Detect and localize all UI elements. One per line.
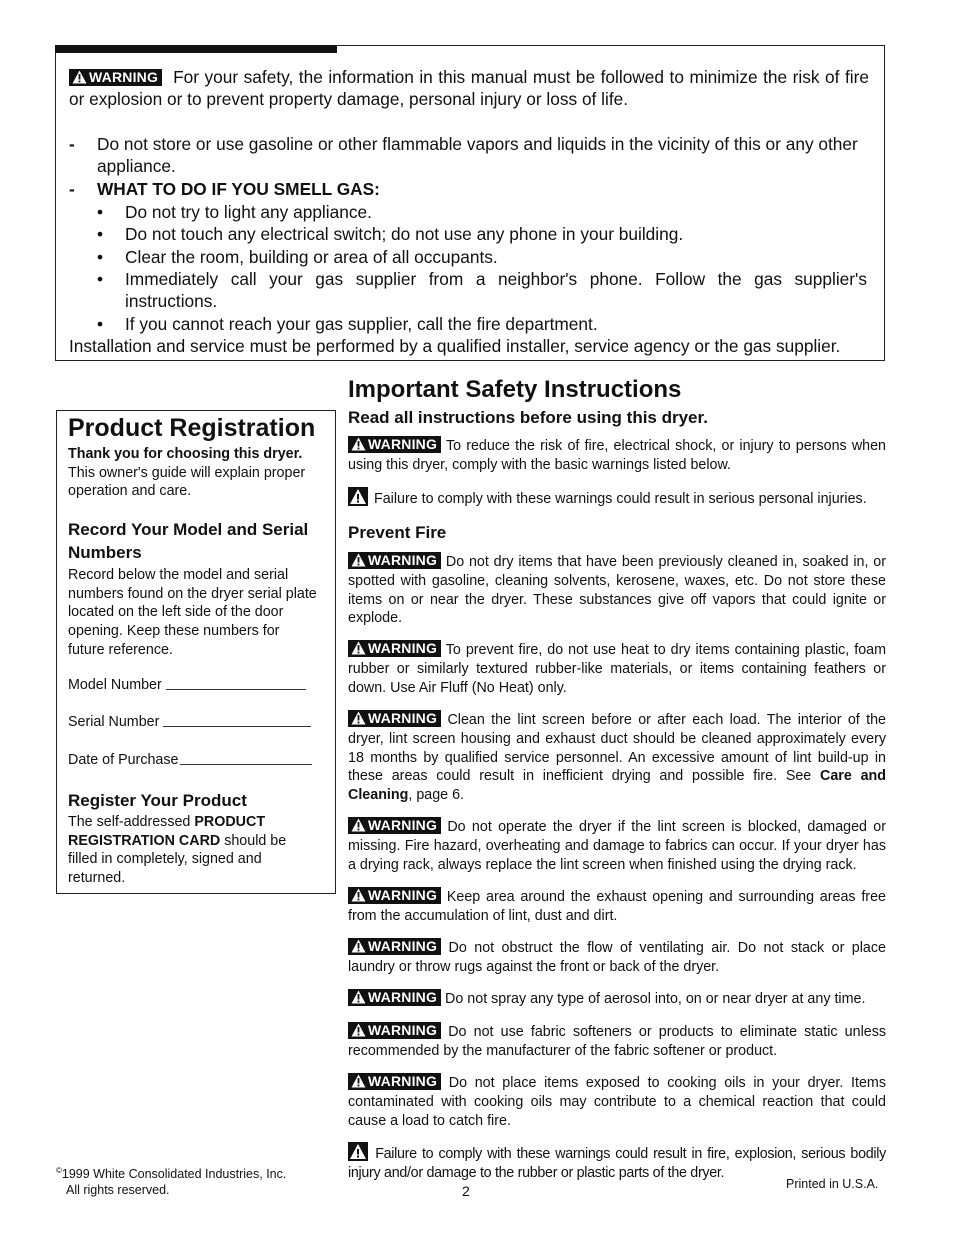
copyright-notice: ©1999 White Consolidated Industries, Inc. All rights reserved. — [56, 1166, 287, 1197]
warning-triangle-icon — [351, 641, 366, 655]
registration-thanks: Thank you for choosing this dryer. This owner's guide will explain proper operation and care. — [68, 446, 306, 500]
record-numbers-heading: Record Your Model and Serial Numbers — [68, 520, 309, 562]
read-all-instructions: Read all instructions before using this dryer. — [348, 408, 708, 427]
register-product-body: The self-addressed PRODUCT REGISTRATION CARD should be filled in completely, signed and returned. — [68, 814, 287, 887]
date-of-purchase-field[interactable]: Date of Purchase — [68, 751, 318, 768]
warning-badge: WARNING — [69, 69, 162, 86]
warning-badge: WARNING — [348, 640, 441, 657]
warning-triangle-icon — [351, 888, 366, 902]
warning-badge: WARNING — [348, 1073, 441, 1090]
warning-triangle-icon — [351, 1023, 366, 1037]
record-numbers-body: Record below the model and serial numbers found on the dryer serial plate located on the left side of the door opening. Keep these numbers for future reference. — [68, 567, 317, 658]
serial-number-field[interactable]: Serial Number — [68, 713, 318, 730]
warning-badge: WARNING — [348, 817, 441, 834]
installation-notice: Installation and service must be performed by a qualified installer, service agency or the gas supplier. — [69, 336, 841, 356]
product-registration-title: Product Registration — [68, 414, 316, 442]
warning-triangle-icon — [351, 553, 366, 567]
register-product-heading: Register Your Product — [68, 791, 247, 810]
warning-item: WARNING Clean the lint screen before or after each load. The interior of the dryer, lint screen housing and exhaust duct should be cleaned approximately every 18 months by qualified service personnel. An excessive amount of lint build-up in these areas could result in inefficient drying and possible fire. See Care and Cleaning, page 6. — [348, 710, 886, 804]
warning-item: WARNING To prevent fire, do not use heat to dry items containing plastic, foam rubber or similarly textured rubber-like materials, or items containing feathers or down. Use Air Fluff (No Heat) only. — [348, 640, 887, 696]
warning-triangle-icon — [351, 711, 366, 725]
warning-triangle-icon — [351, 990, 366, 1004]
prevent-fire-heading: Prevent Fire — [348, 523, 447, 542]
warning-badge: WARNING — [348, 1022, 441, 1039]
warning-intro: WARNING To reduce the risk of fire, electrical shock, or injury to persons when using this dryer, comply with the basic warnings listed below. — [348, 436, 886, 473]
top-bar-accent — [55, 45, 337, 53]
warning-item: WARNING Do not operate the dryer if the lint screen is blocked, damaged or missing. Fire hazard, overheating and damage to fabrics can occur. If your dryer has a drying rack, always replace the lint screen when finished using the drying rack. — [348, 817, 886, 873]
warning-triangle-icon — [348, 487, 368, 506]
warning-triangle-icon — [348, 1142, 368, 1161]
warning-item: WARNING Do not use fabric softeners or products to eliminate static unless recommended by the manufacturer of the fabric softener or product. — [348, 1022, 886, 1059]
dash-item-flammable: - Do not store or use gasoline or other flammable vapors and liquids in the vicinity of this or any other appliance. — [69, 134, 858, 177]
warning-triangle-icon — [351, 1074, 366, 1088]
warning-badge: WARNING — [348, 552, 441, 569]
model-number-field[interactable]: Model Number — [68, 676, 318, 693]
warning-badge: WARNING — [348, 710, 441, 727]
warning-item: WARNING Do not spray any type of aerosol into, on or near dryer at any time. — [348, 989, 886, 1009]
page-number: 2 — [462, 1183, 470, 1199]
warning-badge: WARNING — [348, 887, 441, 904]
warning-item: WARNING Do not dry items that have been previously cleaned in, soaked in, or spotted with gasoline, cleaning solvents, kerosene, waxes, etc. Do not store these items on or near the dryer. These substances give off vapors that could ignite or explode. — [348, 552, 886, 627]
warning-item: WARNING Do not place items exposed to cooking oils in your dryer. Items contaminated with cooking oils may contribute to a chemical reaction that could cause a load to catch fire. — [348, 1073, 886, 1129]
caution-fire: Failure to comply with these warnings could result in fire, explosion, serious bodily injury and/or damage to the rubber or plastic parts of the dryer. — [348, 1142, 886, 1183]
warning-triangle-icon — [351, 437, 366, 451]
caution-injury: Failure to comply with these warnings could result in serious personal injuries. — [348, 487, 886, 509]
safety-instructions-title: Important Safety Instructions — [348, 376, 682, 403]
warning-triangle-icon — [351, 939, 366, 953]
warning-badge: WARNING — [348, 938, 441, 955]
warning-item: WARNING Do not obstruct the flow of ventilating air. Do not stack or place laundry or throw rugs against the front or back of the dryer. — [348, 938, 886, 975]
warning-badge: WARNING — [348, 989, 441, 1006]
dash-item-smell-gas: - WHAT TO DO IF YOU SMELL GAS: — [69, 179, 380, 199]
printed-in-notice: Printed in U.S.A. — [786, 1177, 879, 1191]
top-warning-intro: WARNING For your safety, the information in this manual must be followed to minimize the risk of fire or explosion or to prevent property damage, personal injury or loss of life. — [69, 67, 869, 110]
warning-triangle-icon — [72, 70, 87, 84]
warning-badge: WARNING — [348, 436, 441, 453]
warning-item: WARNING Keep area around the exhaust opening and surrounding areas free from the accumulation of lint, dust and dirt. — [348, 887, 886, 924]
warning-triangle-icon — [351, 818, 366, 832]
